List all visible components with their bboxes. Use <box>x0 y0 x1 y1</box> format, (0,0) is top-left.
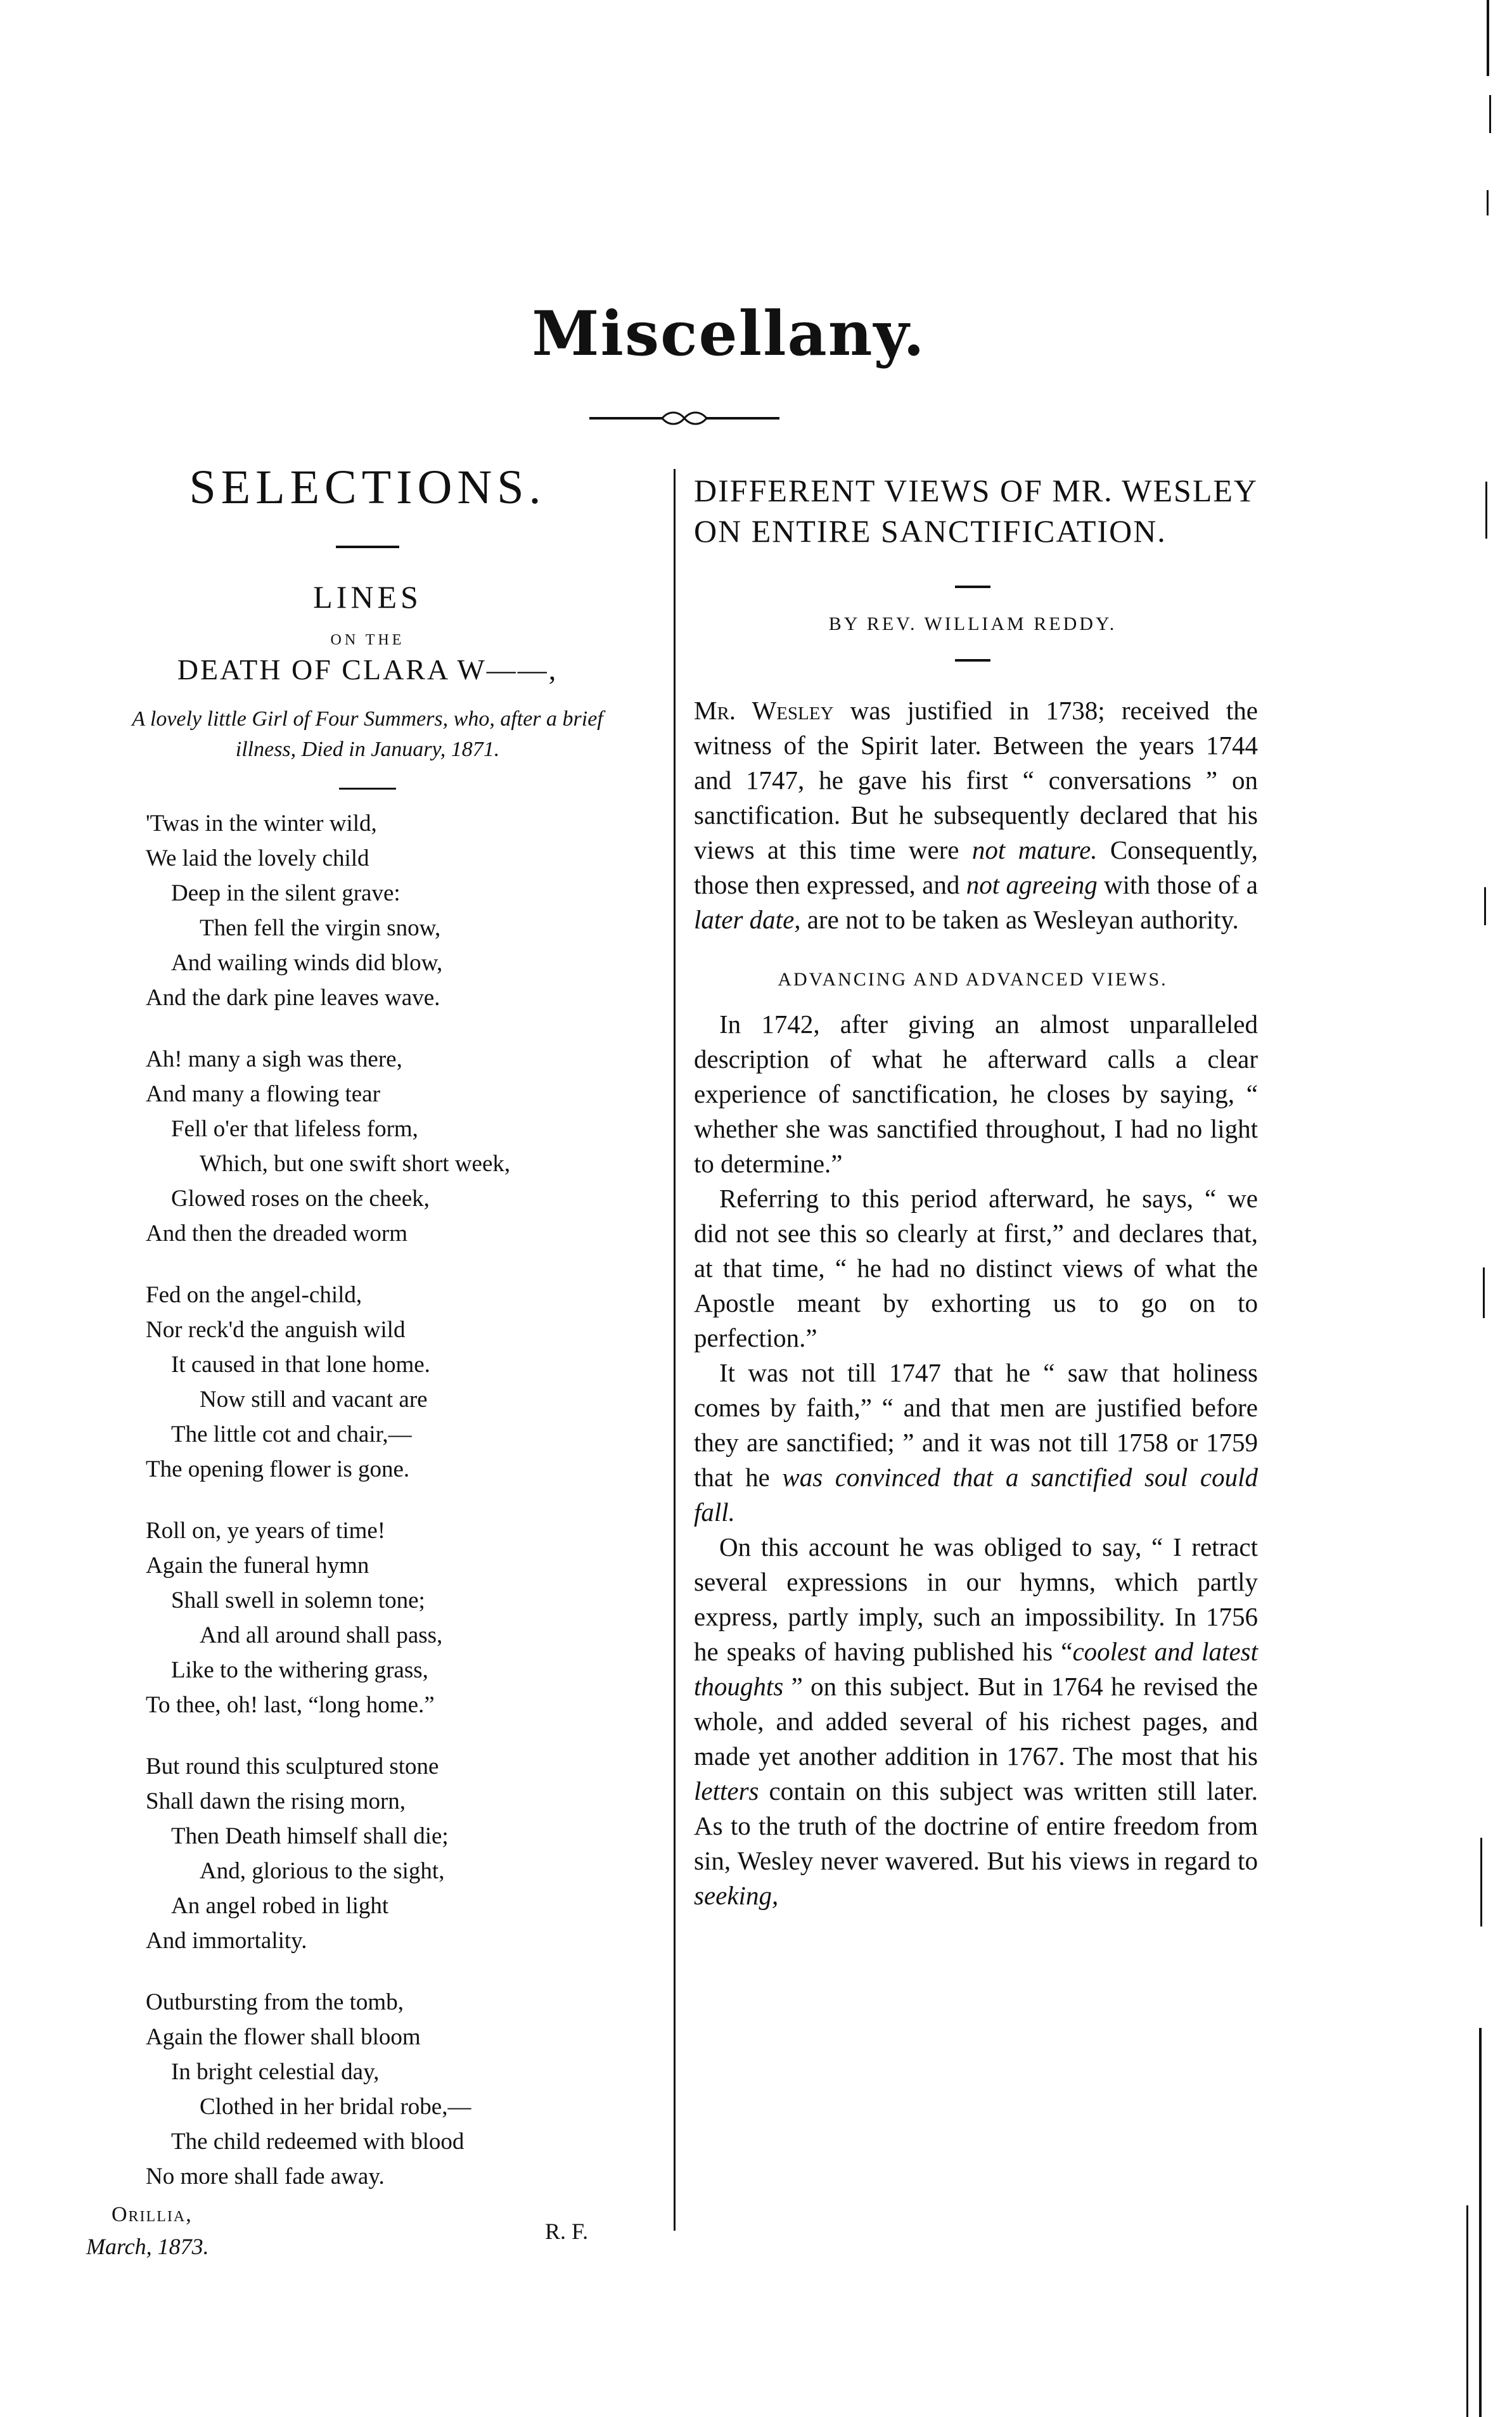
poem-line: Again the funeral hymn <box>146 1553 369 1579</box>
article-paragraph <box>688 693 1258 937</box>
emphasis: not agreeing <box>966 870 1098 899</box>
text-run: was justified in 1738; received the witness of the Spirit later. Between the years 1744 and 1747, he gave his first “ conversations ” on sanctification. But he subsequently declared that his views at this time were <box>694 696 1258 864</box>
column-divider <box>674 469 676 2231</box>
stanza <box>76 806 659 1015</box>
poem-line: And the dark pine leaves wave. <box>146 985 440 1011</box>
poem-line: Deep in the silent grave: <box>171 880 400 906</box>
stanza <box>76 1042 659 1251</box>
emphasis: later date, <box>694 905 801 934</box>
poem-line: Shall dawn the rising morn, <box>146 1788 406 1814</box>
masthead-title: Miscellany. <box>532 298 926 369</box>
poem-line: And many a flowing tear <box>146 1081 380 1107</box>
text-run: It was not till 1747 that he “ saw that holiness comes by faith,” “ and that men are justified before they are sanctified; ” and it was not till 1758 or 1759 that he <box>694 1358 1258 1492</box>
poem-line: Fed on the angel-child, <box>146 1282 362 1308</box>
poem-line: It caused in that lone home. <box>171 1352 430 1378</box>
poem-line: We laid the lovely child <box>146 845 369 871</box>
text-run: On this account he was obliged to say, “ I retract several expressions in our hymns, which partly express, partly imply, such an impossibility. In 1756 he speaks of having published his “ <box>694 1532 1258 1666</box>
poem-line: Then fell the virgin snow, <box>200 915 441 941</box>
lead-words: Mr. Wesley <box>694 696 834 725</box>
poem-line: Nor reck'd the anguish wild <box>146 1317 406 1343</box>
page-edge-marks <box>1461 0 1512 2417</box>
poem-line: The child redeemed with blood <box>171 2129 464 2155</box>
dedication-line: A lovely little Girl of Four Summers, who, after a brief <box>132 707 603 731</box>
poem-line: Clothed in her bridal robe,— <box>200 2094 471 2120</box>
poem-line: Roll on, ye years of time! <box>146 1518 386 1544</box>
poem-line: And, glorious to the sight, <box>200 1858 445 1884</box>
ornamental-rule <box>589 411 779 426</box>
dedication-line: illness, Died in January, 1871. <box>235 738 500 761</box>
poem-line: And all around shall pass, <box>200 1622 443 1648</box>
text-run: are not to be taken as Wesleyan authority. <box>800 905 1239 934</box>
poem-body <box>76 806 659 2194</box>
right-column <box>688 456 1258 1913</box>
emphasis: coolest and latest thoughts <box>694 1637 1258 1701</box>
author-initials: R. F. <box>545 2219 589 2244</box>
emphasis: not mature. <box>971 835 1098 864</box>
poem-line: Like to the withering grass, <box>171 1657 428 1683</box>
stanza <box>76 1513 659 1722</box>
article-subhead: ADVANCING AND ADVANCED VIEWS. <box>778 969 1168 990</box>
article-paragraph: In 1742, after giving an almost unparalleled description of what he afterward calls a clear experience of sanctification, he closes by saying, “ whether she was sanctified throughout, I had no light to determine.” <box>694 1010 1258 1178</box>
poem-line: But round this sculptured stone <box>146 1753 439 1779</box>
emphasis: was convinced that a sanctified soul could fall. <box>694 1463 1258 1527</box>
poem-heading: LINES <box>313 579 422 615</box>
emphasis: seeking, <box>694 1881 779 1910</box>
emphasis: letters <box>694 1776 759 1805</box>
poem-line: 'Twas in the winter wild, <box>146 811 377 837</box>
poem-line: To thee, oh! last, “long home.” <box>146 1692 435 1718</box>
poem-line: Which, but one swift short week, <box>200 1151 511 1177</box>
article-paragraph <box>688 1530 1258 1913</box>
poem-line: No more shall fade away. <box>146 2164 385 2189</box>
stanza <box>76 1278 659 1487</box>
stanza <box>76 1985 659 2194</box>
signoff-place: Orillia, <box>112 2203 193 2226</box>
poem-subheading: ON THE <box>330 632 405 648</box>
left-column <box>76 456 659 2273</box>
text-run: Consequently, those then expressed, and <box>694 835 1258 899</box>
poem-line: In bright celestial day, <box>171 2059 380 2085</box>
poem-line: Outbursting from the tomb, <box>146 1989 404 2015</box>
poem-line: And wailing winds did blow, <box>171 950 443 976</box>
poem-line: Glowed roses on the cheek, <box>171 1186 430 1212</box>
poem-line: Then Death himself shall die; <box>171 1823 449 1849</box>
poem-line: Now still and vacant are <box>200 1387 428 1413</box>
poem-line: Fell o'er that lifeless form, <box>171 1116 418 1142</box>
poem-line: Again the flower shall bloom <box>146 2024 421 2050</box>
poem-line: The opening flower is gone. <box>146 1456 410 1482</box>
byline-rule <box>955 659 990 662</box>
poem-line: Shall swell in solemn tone; <box>171 1587 425 1613</box>
signoff-date: March, 1873. <box>86 2234 209 2259</box>
article-byline: BY REV. WILLIAM REDDY. <box>828 613 1117 634</box>
title-rule <box>955 586 990 588</box>
poem-title: DEATH OF CLARA W——, <box>177 653 558 686</box>
poem-rule <box>339 788 396 790</box>
poem-line: And then the dreaded worm <box>146 1221 408 1247</box>
article-paragraph <box>688 1356 1258 1530</box>
poem-line: The little cot and chair,— <box>171 1421 412 1447</box>
article-paragraph: Referring to this period afterward, he says, “ we did not see this so clearly at first,” and declares that, at that time, “ he had no distinct views of what the Apostle meant by exhorting us to go on to perfection.” <box>694 1184 1258 1352</box>
stanza <box>76 1749 659 1958</box>
text-run: ” on this subject. But in 1764 he revised the whole, and added several of his richest pages, and made yet another addition in 1767. The most that his <box>694 1672 1258 1771</box>
poem-line: An angel robed in light <box>171 1893 389 1919</box>
section-heading: SELECTIONS. <box>189 461 546 514</box>
poem-signoff <box>76 2203 659 2273</box>
article-title: DIFFERENT VIEWS OF MR. WESLEY ON ENTIRE SANCTIFICATION. <box>694 473 1257 549</box>
text-run: with those of a <box>1097 870 1258 899</box>
text-run: contain on this subject was written still later. As to the truth of the doctrine of entire freedom from sin, Wesley never wavered. But his views in regard to <box>694 1776 1258 1875</box>
poem-line: Ah! many a sigh was there, <box>146 1046 402 1072</box>
poem-line: And immortality. <box>146 1928 307 1954</box>
heading-rule <box>336 546 399 548</box>
poem-dedication <box>76 704 659 765</box>
